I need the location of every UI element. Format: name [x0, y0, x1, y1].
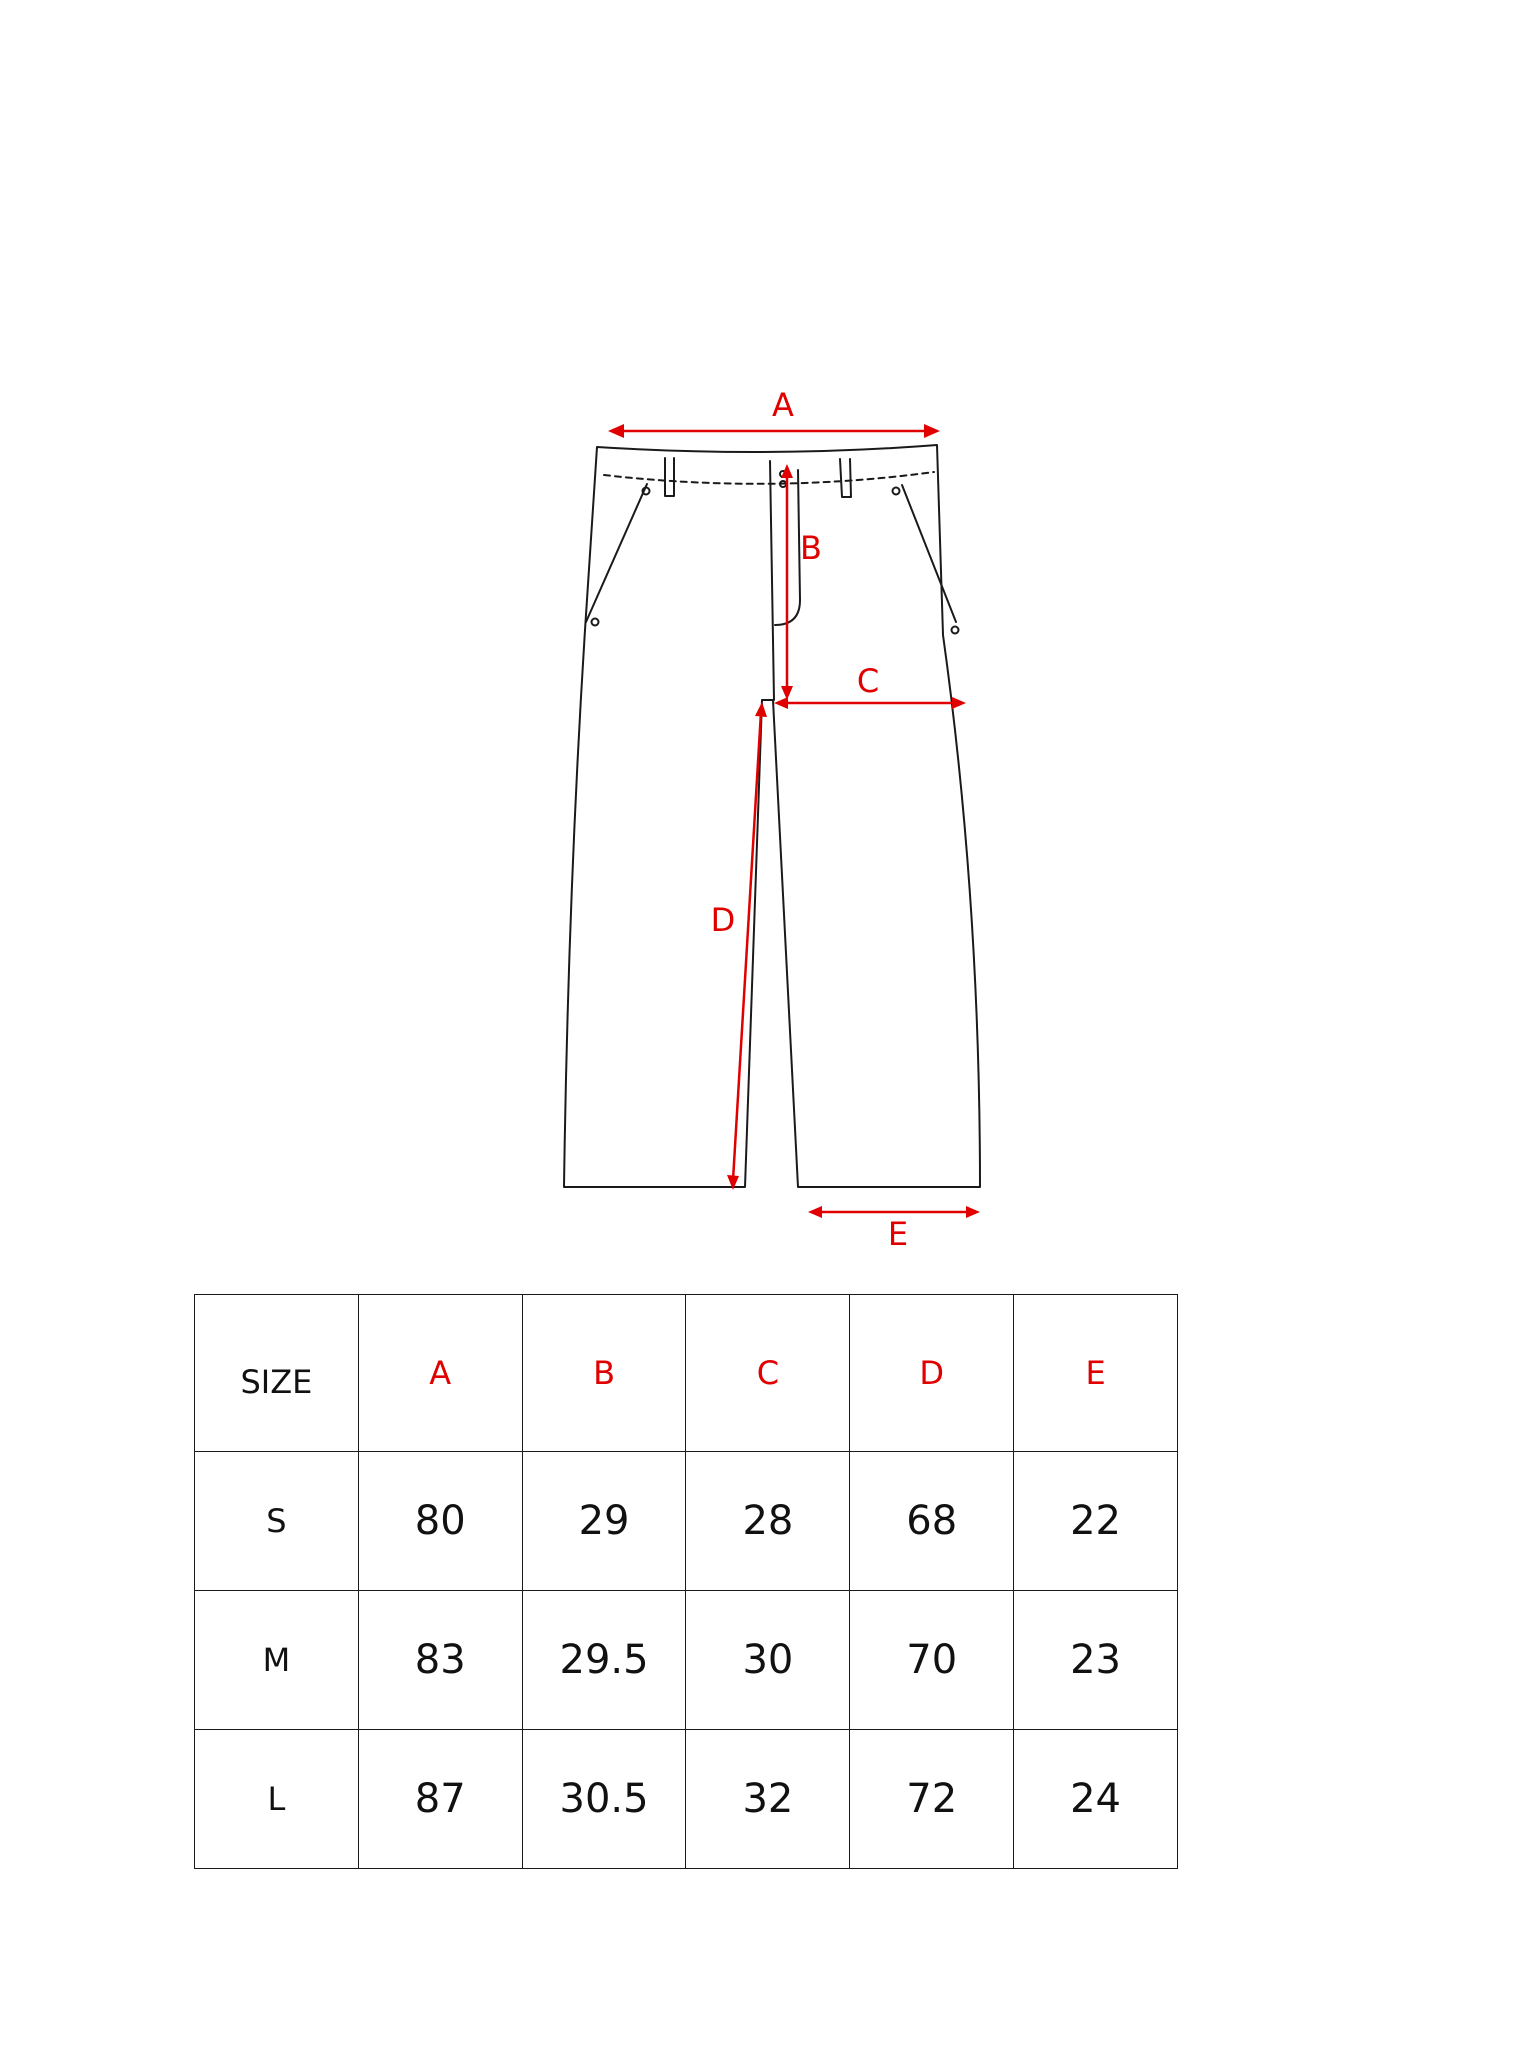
header-a: A [358, 1295, 522, 1452]
value-cell: 22 [1014, 1452, 1178, 1591]
size-label: L [195, 1730, 359, 1869]
size-label: S [195, 1452, 359, 1591]
pocket-right [902, 485, 956, 622]
pocket-rivet-left-bottom [592, 619, 599, 626]
table-row [195, 1730, 1178, 1869]
header-d: D [850, 1295, 1014, 1452]
belt-loop-right [840, 459, 851, 497]
value-cell: 72 [850, 1730, 1014, 1869]
dimension-arrow-a [608, 424, 940, 438]
table-row [195, 1452, 1178, 1591]
dimension-label-d: D [710, 901, 736, 939]
fly-line [770, 461, 774, 700]
table-row [195, 1591, 1178, 1730]
value-cell: 68 [850, 1452, 1014, 1591]
pocket-left [586, 484, 647, 622]
pocket-rivet-right-bottom [952, 627, 959, 634]
belt-loop-left [665, 458, 674, 496]
dimension-arrow-b [781, 464, 793, 700]
dimension-label-e: E [887, 1215, 909, 1253]
value-cell: 87 [358, 1730, 522, 1869]
value-cell: 28 [686, 1452, 850, 1591]
dimension-label-c: C [856, 662, 880, 700]
header-b: B [522, 1295, 686, 1452]
pocket-rivet-right-top [893, 488, 900, 495]
value-cell: 24 [1014, 1730, 1178, 1869]
value-cell: 29.5 [522, 1591, 686, 1730]
value-cell: 30 [686, 1591, 850, 1730]
waistband-stitch [604, 472, 934, 484]
value-cell: 83 [358, 1591, 522, 1730]
value-cell: 80 [358, 1452, 522, 1591]
header-c: C [686, 1295, 850, 1452]
dimension-label-b: B [800, 529, 822, 567]
value-cell: 32 [686, 1730, 850, 1869]
size-chart-table [194, 1294, 1178, 1869]
size-label: M [195, 1591, 359, 1730]
header-e: E [1014, 1295, 1178, 1452]
value-cell: 29 [522, 1452, 686, 1591]
value-cell: 70 [850, 1591, 1014, 1730]
value-cell: 23 [1014, 1591, 1178, 1730]
value-cell: 30.5 [522, 1730, 686, 1869]
dimension-label-a: A [772, 386, 794, 424]
header-size: SIZE [195, 1295, 359, 1452]
table-header-row [195, 1295, 1178, 1452]
